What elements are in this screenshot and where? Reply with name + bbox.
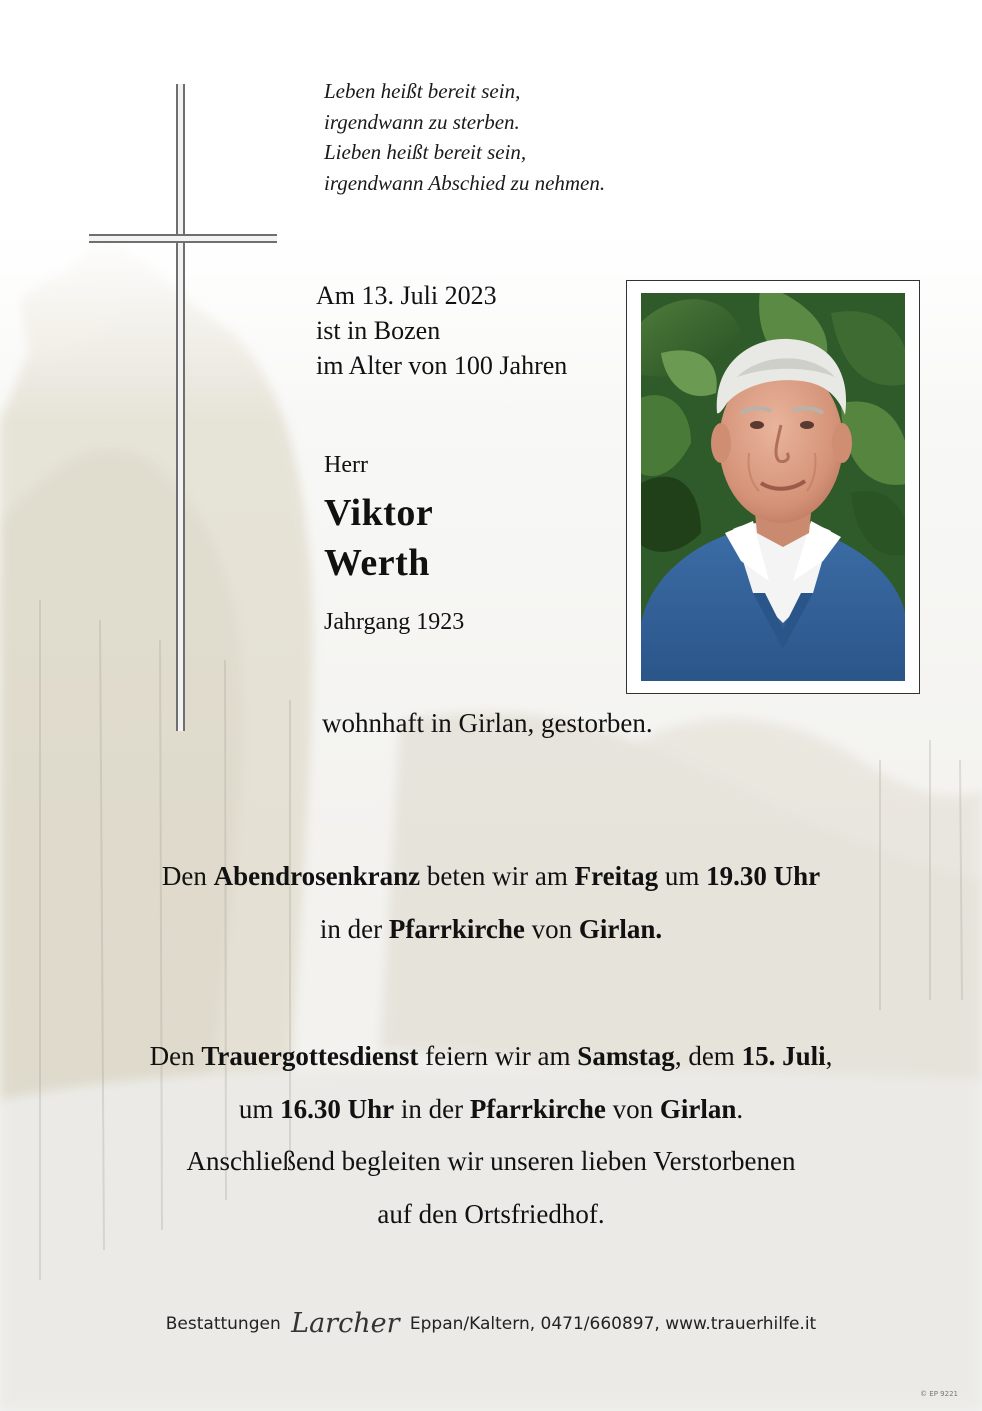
rosary-time: 19.30 Uhr xyxy=(706,861,821,891)
text: , xyxy=(825,1041,833,1071)
footer-contact: Eppan/Kaltern, 0471/660897, www.trauerhilfe.it xyxy=(409,1314,817,1334)
first-name: Viktor xyxy=(324,492,434,534)
undertaker-footer xyxy=(0,1308,982,1339)
text: , dem xyxy=(674,1041,742,1071)
quote-line: Lieben heißt bereit sein, xyxy=(324,140,527,164)
residence-line: wohnhaft in Girlan, gestorben. xyxy=(322,708,653,738)
rosary-term: Abendrosenkranz xyxy=(213,861,421,891)
funeral-line-1 xyxy=(0,1030,982,1083)
rosary-announcement xyxy=(0,850,982,955)
print-code: © EP 9221 xyxy=(920,1390,958,1398)
intro-line: ist in Bozen xyxy=(316,316,441,345)
birth-year: Jahrgang 1923 xyxy=(324,609,465,635)
text: in der xyxy=(394,1093,470,1124)
funeral-line-3: Anschließend begleiten wir unseren lieben Verstorbenen xyxy=(186,1146,796,1176)
cross-crossbar xyxy=(89,234,277,243)
rosary-line-1 xyxy=(0,850,982,903)
funeral-line-4: auf den Ortsfriedhof. xyxy=(377,1198,605,1229)
quote-line: Leben heißt bereit sein, xyxy=(324,79,521,103)
text: um xyxy=(238,1093,281,1124)
undertaker-logo: Larcher xyxy=(291,1308,400,1339)
funeral-announcement xyxy=(0,1030,982,1240)
salutation: Herr xyxy=(324,452,368,478)
service-date: 15. Juli xyxy=(741,1041,826,1071)
text: von xyxy=(524,913,579,944)
text: . xyxy=(736,1093,744,1124)
intro-line: im Alter von 100 Jahren xyxy=(316,351,568,380)
text: feiern wir am xyxy=(418,1041,578,1071)
text: Den xyxy=(149,1041,202,1071)
last-name: Werth xyxy=(324,542,430,584)
quote-line: irgendwann Abschied zu nehmen. xyxy=(324,170,606,195)
intro-line: Am 13. Juli 2023 xyxy=(316,281,497,310)
text: in der xyxy=(319,913,389,944)
rosary-line-2 xyxy=(0,903,982,956)
footer-prefix: Bestattungen xyxy=(165,1314,281,1334)
funeral-line-2 xyxy=(0,1083,982,1136)
text: von xyxy=(605,1093,660,1124)
memorial-quote xyxy=(324,76,605,198)
service-term: Trauergottesdienst xyxy=(201,1041,419,1071)
text: beten wir am xyxy=(420,861,575,891)
quote-line: irgendwann zu sterben. xyxy=(324,109,520,134)
death-announcement xyxy=(316,278,567,383)
text: Den xyxy=(161,861,214,891)
portrait-frame xyxy=(626,280,920,694)
text: um xyxy=(658,861,707,891)
service-day: Samstag xyxy=(577,1041,675,1071)
village: Girlan. xyxy=(578,913,663,944)
service-time: 16.30 Uhr xyxy=(280,1093,395,1124)
portrait-photo xyxy=(641,293,905,681)
church: Pfarrkirche xyxy=(469,1093,606,1124)
church: Pfarrkirche xyxy=(388,913,525,944)
cross-icon xyxy=(176,84,185,731)
village: Girlan xyxy=(659,1093,737,1124)
rosary-day: Freitag xyxy=(574,861,659,891)
